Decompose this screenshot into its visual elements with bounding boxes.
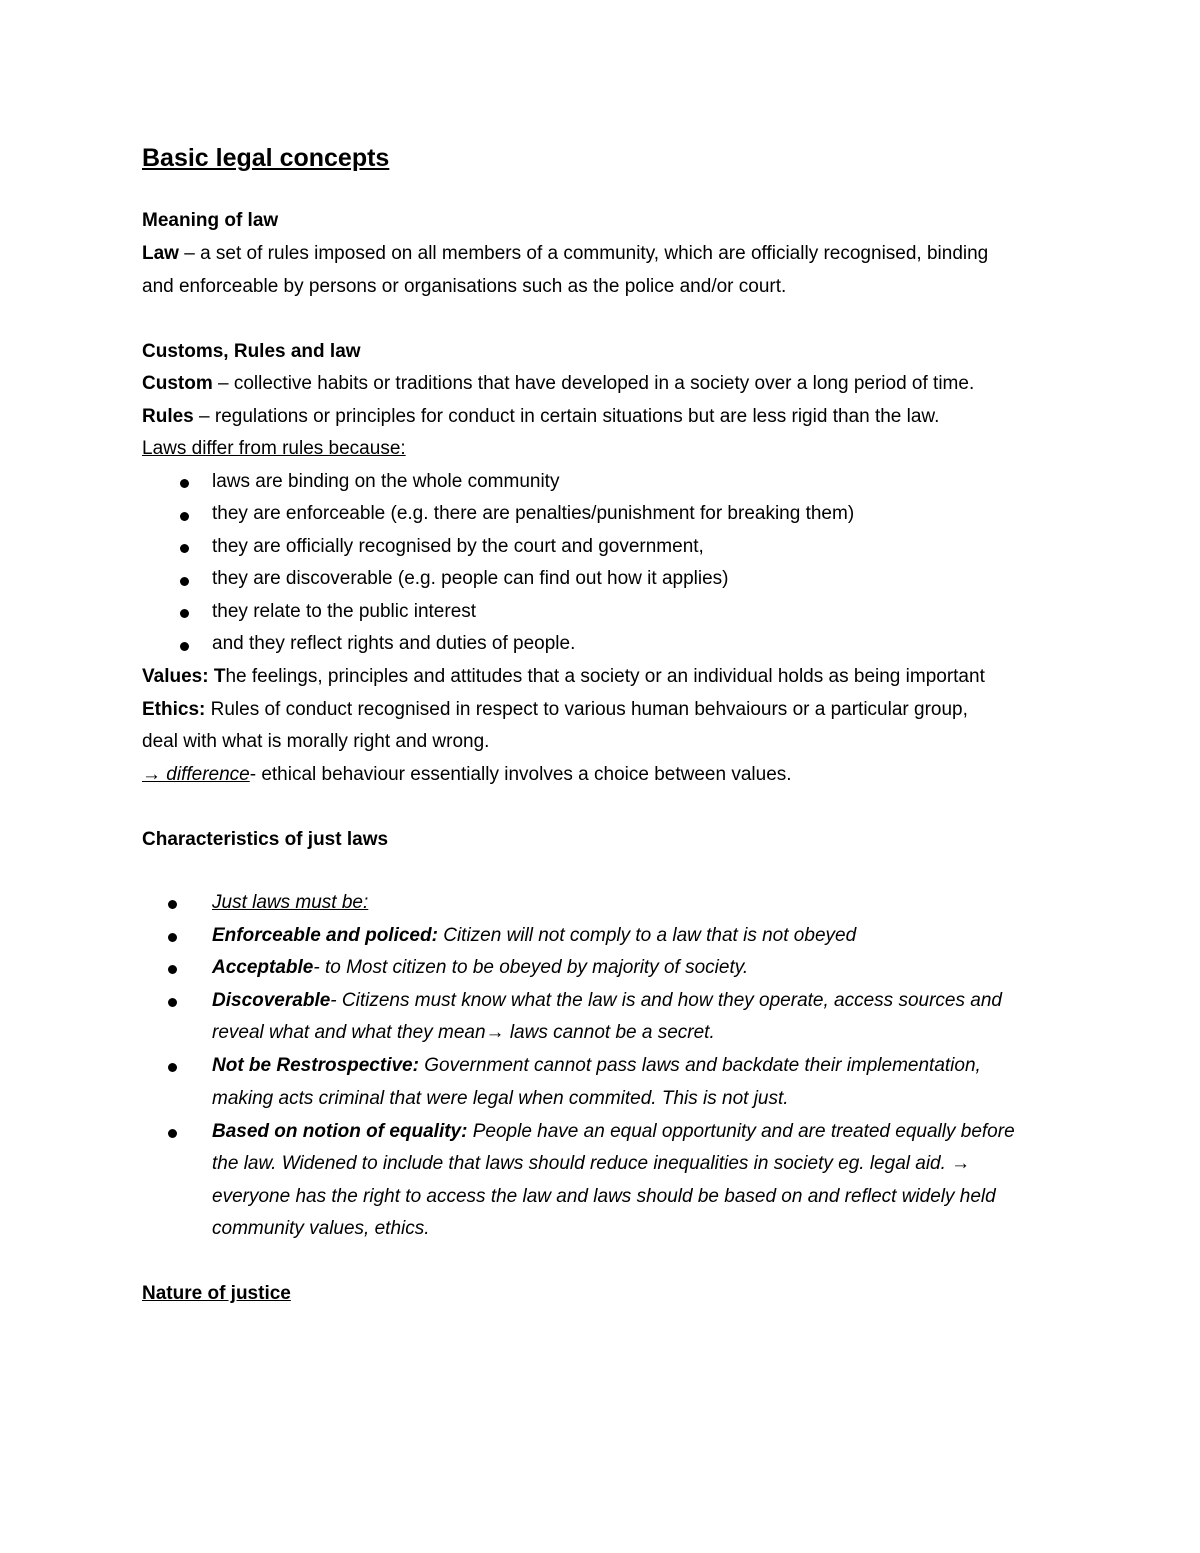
list-item: [212, 1050, 981, 1082]
item-text: People have an equal opportunity and are treated equally before: [467, 1121, 1015, 1142]
bullet-icon: [180, 642, 189, 651]
difference-line: [142, 759, 792, 791]
values-definition: [142, 661, 985, 693]
list-item-continuation: the law. Widened to include that laws should reduce inequalities in society eg. legal aid. →: [212, 1153, 971, 1174]
custom-term: Custom: [142, 373, 213, 394]
list-item: they are discoverable (e.g. people can find out how it applies): [212, 568, 729, 589]
values-definition-text: he feelings, principles and attitudes that a society or an individual holds as being important: [225, 666, 985, 687]
list-item: and they reflect rights and duties of people.: [212, 633, 576, 654]
rules-definition-text: – regulations or principles for conduct in certain situations but are less rigid than the law.: [193, 406, 940, 427]
list-item: they relate to the public interest: [212, 601, 477, 622]
list-item-continuation: making acts criminal that were legal when commited. This is not just.: [212, 1088, 789, 1109]
item-term: Acceptable: [212, 957, 314, 978]
rules-definition: [142, 401, 939, 433]
list-item: laws are binding on the whole community: [212, 471, 560, 492]
law-term: Law: [142, 243, 179, 264]
bullet-icon: [168, 965, 177, 974]
item-term: Enforceable and policed:: [212, 925, 438, 946]
heading-meaning-of-law: Meaning of law: [142, 210, 279, 231]
bullet-icon: [180, 609, 189, 618]
difference-link[interactable]: → difference: [142, 764, 250, 785]
list-item-intro: Just laws must be:: [212, 892, 369, 913]
heading-customs-rules-law: Customs, Rules and law: [142, 341, 361, 362]
heading-nature-of-justice: Nature of justice: [142, 1283, 291, 1304]
list-item-continuation: community values, ethics.: [212, 1218, 430, 1239]
bullet-icon: [168, 1063, 177, 1072]
bullet-icon: [168, 998, 177, 1007]
values-t: T: [208, 666, 226, 687]
heading-characteristics-just-laws: Characteristics of just laws: [142, 829, 389, 850]
difference-text: - ethical behaviour essentially involves a choice between values.: [249, 764, 792, 785]
list-item: [212, 920, 856, 952]
bullet-icon: [180, 512, 189, 521]
list-item-continuation: everyone has the right to access the law and laws should be based on and reflect widely held: [212, 1186, 996, 1207]
values-term: Values:: [142, 666, 209, 687]
item-text: Citizen will not comply to a law that is not obeyed: [437, 925, 857, 946]
custom-definition: [142, 368, 974, 400]
list-item-continuation: reveal what and what they mean→ laws cannot be a secret.: [212, 1022, 715, 1043]
ethics-term: Ethics:: [142, 699, 206, 720]
bullet-icon: [168, 933, 177, 942]
list-item: [212, 985, 1002, 1017]
laws-differ-intro: Laws differ from rules because:: [142, 438, 406, 459]
bullet-icon: [180, 544, 189, 553]
bullet-icon: [168, 1129, 177, 1138]
list-item: [212, 1116, 1015, 1148]
bullet-icon: [168, 900, 177, 909]
rules-term: Rules: [142, 406, 194, 427]
document-title: Basic legal concepts: [142, 144, 390, 172]
custom-definition-text: – collective habits or traditions that have developed in a society over a long period of time.: [212, 373, 975, 394]
list-item: they are officially recognised by the court and government,: [212, 536, 704, 557]
item-term: Based on notion of equality:: [212, 1121, 468, 1142]
ethics-definition-line-2: deal with what is morally right and wrong.: [142, 731, 490, 752]
bullet-icon: [180, 479, 189, 488]
ethics-definition-line-1: [142, 694, 968, 726]
item-text: - Citizens must know what the law is and how they operate, access sources and: [330, 990, 1002, 1011]
item-text: Government cannot pass laws and backdate their implementation,: [418, 1055, 981, 1076]
list-item: [212, 952, 748, 984]
list-item: they are enforceable (e.g. there are penalties/punishment for breaking them): [212, 503, 855, 524]
ethics-definition-text: Rules of conduct recognised in respect to various human behvaiours or a particular group,: [205, 699, 968, 720]
item-term: Discoverable: [212, 990, 331, 1011]
law-definition-text: – a set of rules imposed on all members of a community, which are officially recognised, binding: [178, 243, 989, 264]
bullet-icon: [180, 577, 189, 586]
item-text: - to Most citizen to be obeyed by majority of society.: [313, 957, 749, 978]
law-definition-line-2: and enforceable by persons or organisations such as the police and/or court.: [142, 276, 787, 297]
item-term: Not be Restrospective:: [212, 1055, 419, 1076]
law-definition-line-1: [142, 238, 988, 270]
